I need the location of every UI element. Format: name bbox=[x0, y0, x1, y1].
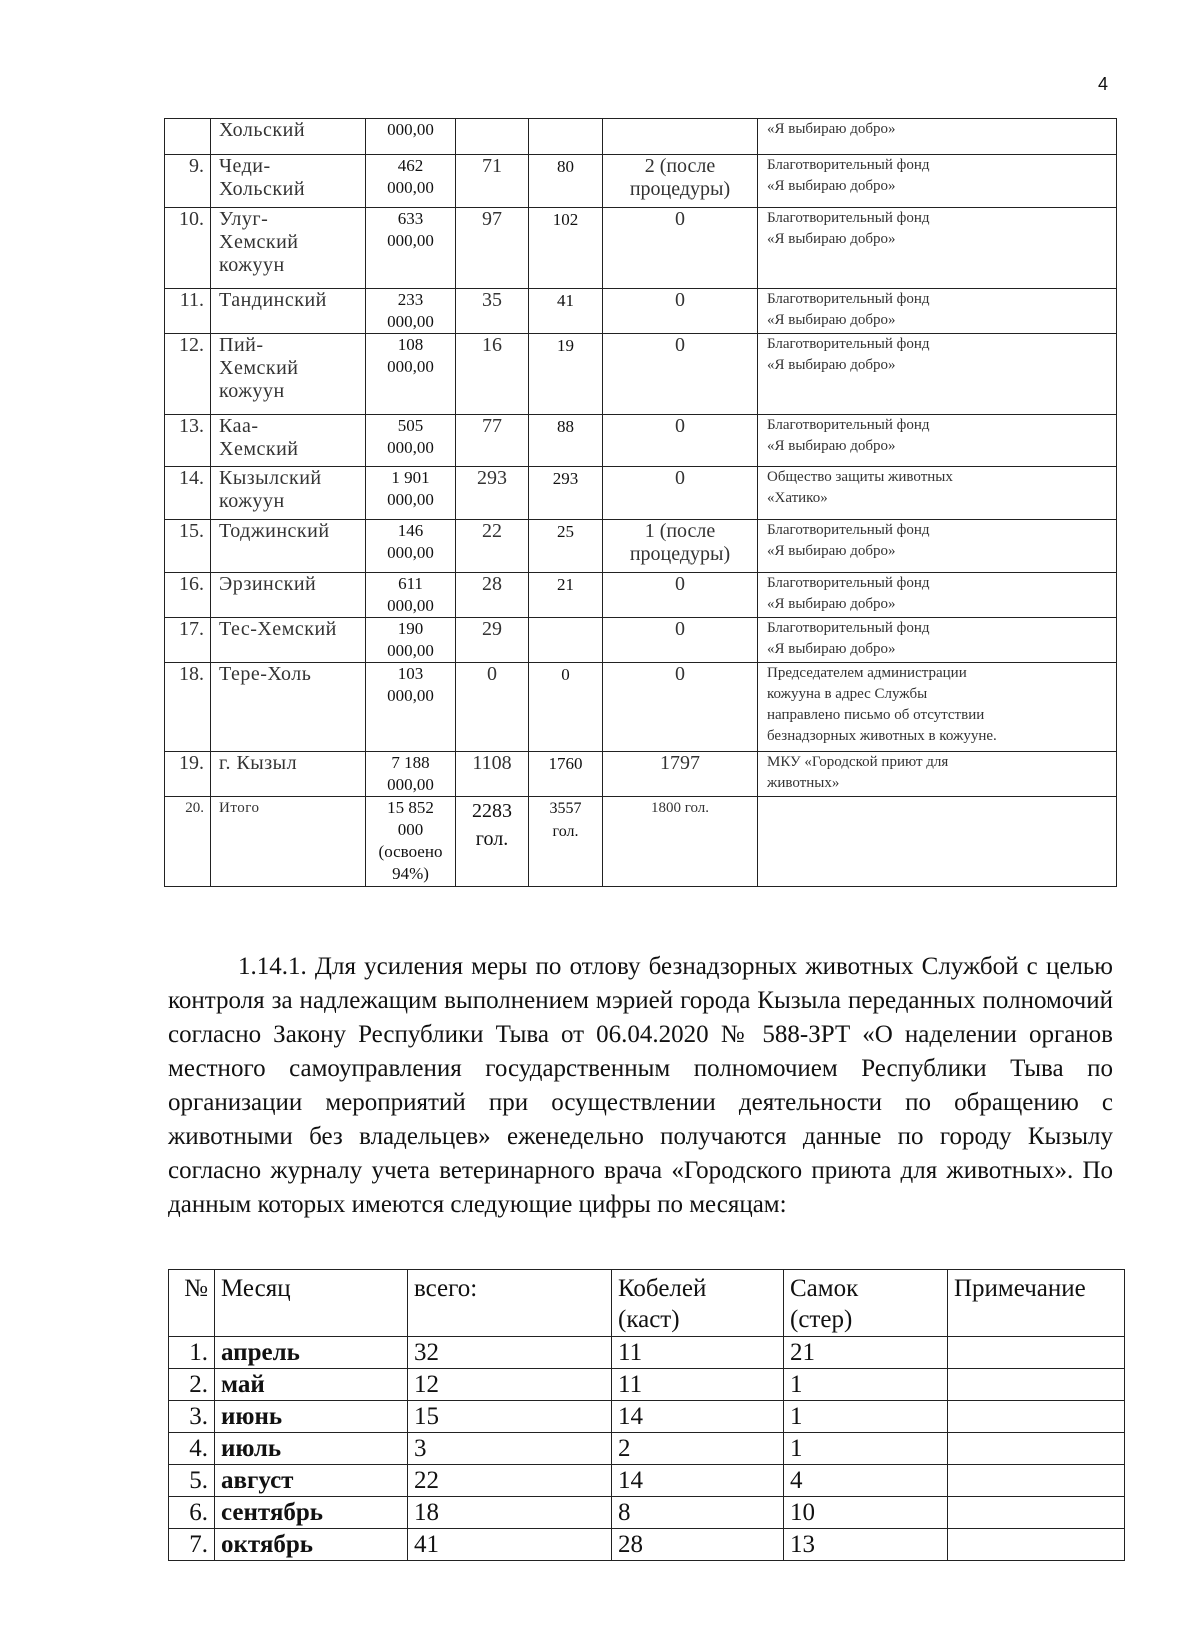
districts-table bbox=[164, 118, 1117, 887]
funding-sum: 633 000,00 bbox=[366, 208, 456, 289]
note bbox=[948, 1529, 1125, 1561]
males-count: 28 bbox=[612, 1529, 784, 1561]
contractor: Благотворительный фонд «Я выбираю добро» bbox=[758, 520, 1117, 573]
total-caught: 2283 гол. bbox=[456, 797, 529, 887]
contractor: «Я выбираю добро» bbox=[758, 119, 1117, 155]
contractor: Благотворительный фонд «Я выбираю добро» bbox=[758, 155, 1117, 208]
note bbox=[948, 1433, 1125, 1465]
funding-sum: 7 188 000,00 bbox=[366, 752, 456, 797]
contractor: Благотворительный фонд «Я выбираю добро» bbox=[758, 415, 1117, 467]
animals-returned: 0 bbox=[603, 208, 758, 289]
funding-sum: 505 000,00 bbox=[366, 415, 456, 467]
row-number: 3. bbox=[169, 1401, 215, 1433]
month-name: июнь bbox=[215, 1401, 408, 1433]
district-name: Тере-Холь bbox=[211, 663, 366, 752]
animals-returned: 1797 bbox=[603, 752, 758, 797]
row-number: 10. bbox=[165, 208, 211, 289]
animals-caught: 1108 bbox=[456, 752, 529, 797]
table-row bbox=[165, 289, 1117, 334]
header-note: Примечание bbox=[948, 1270, 1125, 1337]
contractor: Благотворительный фонд «Я выбираю добро» bbox=[758, 618, 1117, 663]
district-name: Пий- Хемский кожуун bbox=[211, 334, 366, 415]
row-number: 20. bbox=[165, 797, 211, 887]
contractor: Общество защиты животных «Хатико» bbox=[758, 467, 1117, 520]
contractor: МКУ «Городской приют для животных» bbox=[758, 752, 1117, 797]
row-number: 13. bbox=[165, 415, 211, 467]
females-count: 1 bbox=[784, 1369, 948, 1401]
row-number: 4. bbox=[169, 1433, 215, 1465]
table-row bbox=[169, 1401, 1125, 1433]
note bbox=[948, 1465, 1125, 1497]
funding-sum: 611 000,00 bbox=[366, 573, 456, 618]
table-row bbox=[165, 467, 1117, 520]
animals-returned: 1 (после процедуры) bbox=[603, 520, 758, 573]
header-month: Месяц bbox=[215, 1270, 408, 1337]
month-name: сентябрь bbox=[215, 1497, 408, 1529]
funding-sum: 146 000,00 bbox=[366, 520, 456, 573]
animals-caught: 35 bbox=[456, 289, 529, 334]
animals-processed: 293 bbox=[529, 467, 603, 520]
district-name: Тес-Хемский bbox=[211, 618, 366, 663]
note bbox=[948, 1401, 1125, 1433]
table-row bbox=[165, 752, 1117, 797]
header-number: № bbox=[169, 1270, 215, 1337]
row-number: 9. bbox=[165, 155, 211, 208]
page-number: 4 bbox=[1098, 74, 1109, 94]
males-count: 8 bbox=[612, 1497, 784, 1529]
animals-caught: 293 bbox=[456, 467, 529, 520]
total-count: 41 bbox=[408, 1529, 612, 1561]
row-number: 11. bbox=[165, 289, 211, 334]
total-count: 3 bbox=[408, 1433, 612, 1465]
total-sum: 15 852 000 (освоено 94%) bbox=[366, 797, 456, 887]
animals-processed: 88 bbox=[529, 415, 603, 467]
animals-caught: 29 bbox=[456, 618, 529, 663]
animals-returned: 0 bbox=[603, 334, 758, 415]
animals-returned: 2 (после процедуры) bbox=[603, 155, 758, 208]
row-number: 6. bbox=[169, 1497, 215, 1529]
district-name: г. Кызыл bbox=[211, 752, 366, 797]
males-count: 2 bbox=[612, 1433, 784, 1465]
table-row bbox=[169, 1337, 1125, 1369]
females-count: 10 bbox=[784, 1497, 948, 1529]
row-number: 1. bbox=[169, 1337, 215, 1369]
month-name: июль bbox=[215, 1433, 408, 1465]
funding-sum: 000,00 bbox=[366, 119, 456, 155]
animals-processed bbox=[529, 618, 603, 663]
animals-caught: 71 bbox=[456, 155, 529, 208]
animals-caught: 22 bbox=[456, 520, 529, 573]
total-count: 22 bbox=[408, 1465, 612, 1497]
table-row bbox=[169, 1465, 1125, 1497]
animals-processed: 1760 bbox=[529, 752, 603, 797]
animals-processed: 102 bbox=[529, 208, 603, 289]
animals-returned: 0 bbox=[603, 618, 758, 663]
row-number: 2. bbox=[169, 1369, 215, 1401]
animals-caught: 77 bbox=[456, 415, 529, 467]
header-females: Самок (стер) bbox=[784, 1270, 948, 1337]
table-row bbox=[165, 618, 1117, 663]
animals-caught: 0 bbox=[456, 663, 529, 752]
males-count: 11 bbox=[612, 1369, 784, 1401]
total-contractor bbox=[758, 797, 1117, 887]
males-count: 14 bbox=[612, 1465, 784, 1497]
males-count: 14 bbox=[612, 1401, 784, 1433]
funding-sum: 190 000,00 bbox=[366, 618, 456, 663]
total-processed: 3557 гол. bbox=[529, 797, 603, 887]
contractor: Благотворительный фонд «Я выбираю добро» bbox=[758, 208, 1117, 289]
females-count: 1 bbox=[784, 1433, 948, 1465]
animals-returned: 0 bbox=[603, 467, 758, 520]
animals-processed: 0 bbox=[529, 663, 603, 752]
table-row bbox=[169, 1497, 1125, 1529]
total-count: 12 bbox=[408, 1369, 612, 1401]
month-name: август bbox=[215, 1465, 408, 1497]
row-number bbox=[165, 119, 211, 155]
table-row bbox=[165, 663, 1117, 752]
district-name: Тоджинский bbox=[211, 520, 366, 573]
animals-caught: 16 bbox=[456, 334, 529, 415]
table-row bbox=[169, 1529, 1125, 1561]
total-count: 32 bbox=[408, 1337, 612, 1369]
table-row bbox=[169, 1433, 1125, 1465]
row-number: 7. bbox=[169, 1529, 215, 1561]
table-row bbox=[165, 208, 1117, 289]
contractor: Благотворительный фонд «Я выбираю добро» bbox=[758, 334, 1117, 415]
total-count: 18 bbox=[408, 1497, 612, 1529]
animals-processed: 80 bbox=[529, 155, 603, 208]
district-name: Каа- Хемский bbox=[211, 415, 366, 467]
contractor: Благотворительный фонд «Я выбираю добро» bbox=[758, 573, 1117, 618]
row-number: 16. bbox=[165, 573, 211, 618]
animals-processed: 21 bbox=[529, 573, 603, 618]
month-name: апрель bbox=[215, 1337, 408, 1369]
funding-sum: 1 901 000,00 bbox=[366, 467, 456, 520]
note bbox=[948, 1337, 1125, 1369]
funding-sum: 462 000,00 bbox=[366, 155, 456, 208]
district-name: Чеди- Хольский bbox=[211, 155, 366, 208]
district-name: Эрзинский bbox=[211, 573, 366, 618]
table-row bbox=[165, 334, 1117, 415]
funding-sum: 103 000,00 bbox=[366, 663, 456, 752]
row-number: 5. bbox=[169, 1465, 215, 1497]
total-returned: 1800 гол. bbox=[603, 797, 758, 887]
table-row bbox=[165, 155, 1117, 208]
total-label: Итого bbox=[211, 797, 366, 887]
table-row bbox=[169, 1369, 1125, 1401]
district-name: Тандинский bbox=[211, 289, 366, 334]
contractor: Благотворительный фонд «Я выбираю добро» bbox=[758, 289, 1117, 334]
district-name: Хольский bbox=[211, 119, 366, 155]
header-males: Кобелей (каст) bbox=[612, 1270, 784, 1337]
females-count: 4 bbox=[784, 1465, 948, 1497]
note bbox=[948, 1369, 1125, 1401]
district-name: Улуг- Хемский кожуун bbox=[211, 208, 366, 289]
table-header-row bbox=[169, 1270, 1125, 1337]
paragraph-1-14-1: 1.14.1. Для усиления меры по отлову безнадзорных животных Службой с целью контроля за надлежащим выполнением мэрией города Кызыла переданных полномочий согласно Закону Республики Тыва от 06.04.2020 № 588-ЗРТ «О наделении органов местного самоуправления государственным полномочием Республики Тыва по организации мероприятий при осуществлении деятельности по обращению с животными без владельцев» еженедельно получаются данные по городу Кызылу согласно журналу учета ветеринарного врача «Городского приюта для животных». По данным которых имеются следующие цифры по месяцам: bbox=[168, 953, 1113, 1218]
row-number: 18. bbox=[165, 663, 211, 752]
animals-returned: 0 bbox=[603, 415, 758, 467]
animals-processed: 41 bbox=[529, 289, 603, 334]
females-count: 1 bbox=[784, 1401, 948, 1433]
table-row bbox=[165, 119, 1117, 155]
table-row bbox=[165, 415, 1117, 467]
total-count: 15 bbox=[408, 1401, 612, 1433]
header-total: всего: bbox=[408, 1270, 612, 1337]
total-row bbox=[165, 797, 1117, 887]
animals-caught: 97 bbox=[456, 208, 529, 289]
females-count: 21 bbox=[784, 1337, 948, 1369]
animals-caught: 28 bbox=[456, 573, 529, 618]
row-number: 15. bbox=[165, 520, 211, 573]
animals-returned: 0 bbox=[603, 289, 758, 334]
row-number: 14. bbox=[165, 467, 211, 520]
females-count: 13 bbox=[784, 1529, 948, 1561]
funding-sum: 108 000,00 bbox=[366, 334, 456, 415]
animals-returned: 0 bbox=[603, 663, 758, 752]
table-row bbox=[165, 520, 1117, 573]
district-name: Кызылский кожуун bbox=[211, 467, 366, 520]
table-row bbox=[165, 573, 1117, 618]
month-name: май bbox=[215, 1369, 408, 1401]
animals-processed: 25 bbox=[529, 520, 603, 573]
funding-sum: 233 000,00 bbox=[366, 289, 456, 334]
animals-returned: 0 bbox=[603, 573, 758, 618]
note bbox=[948, 1497, 1125, 1529]
row-number: 19. bbox=[165, 752, 211, 797]
row-number: 17. bbox=[165, 618, 211, 663]
contractor: Председателем администрации кожууна в адрес Службы направлено письмо об отсутствии безнадзорных животных в кожууне. bbox=[758, 663, 1117, 752]
animals-processed: 19 bbox=[529, 334, 603, 415]
row-number: 12. bbox=[165, 334, 211, 415]
males-count: 11 bbox=[612, 1337, 784, 1369]
month-name: октябрь bbox=[215, 1529, 408, 1561]
monthly-table bbox=[168, 1269, 1125, 1561]
